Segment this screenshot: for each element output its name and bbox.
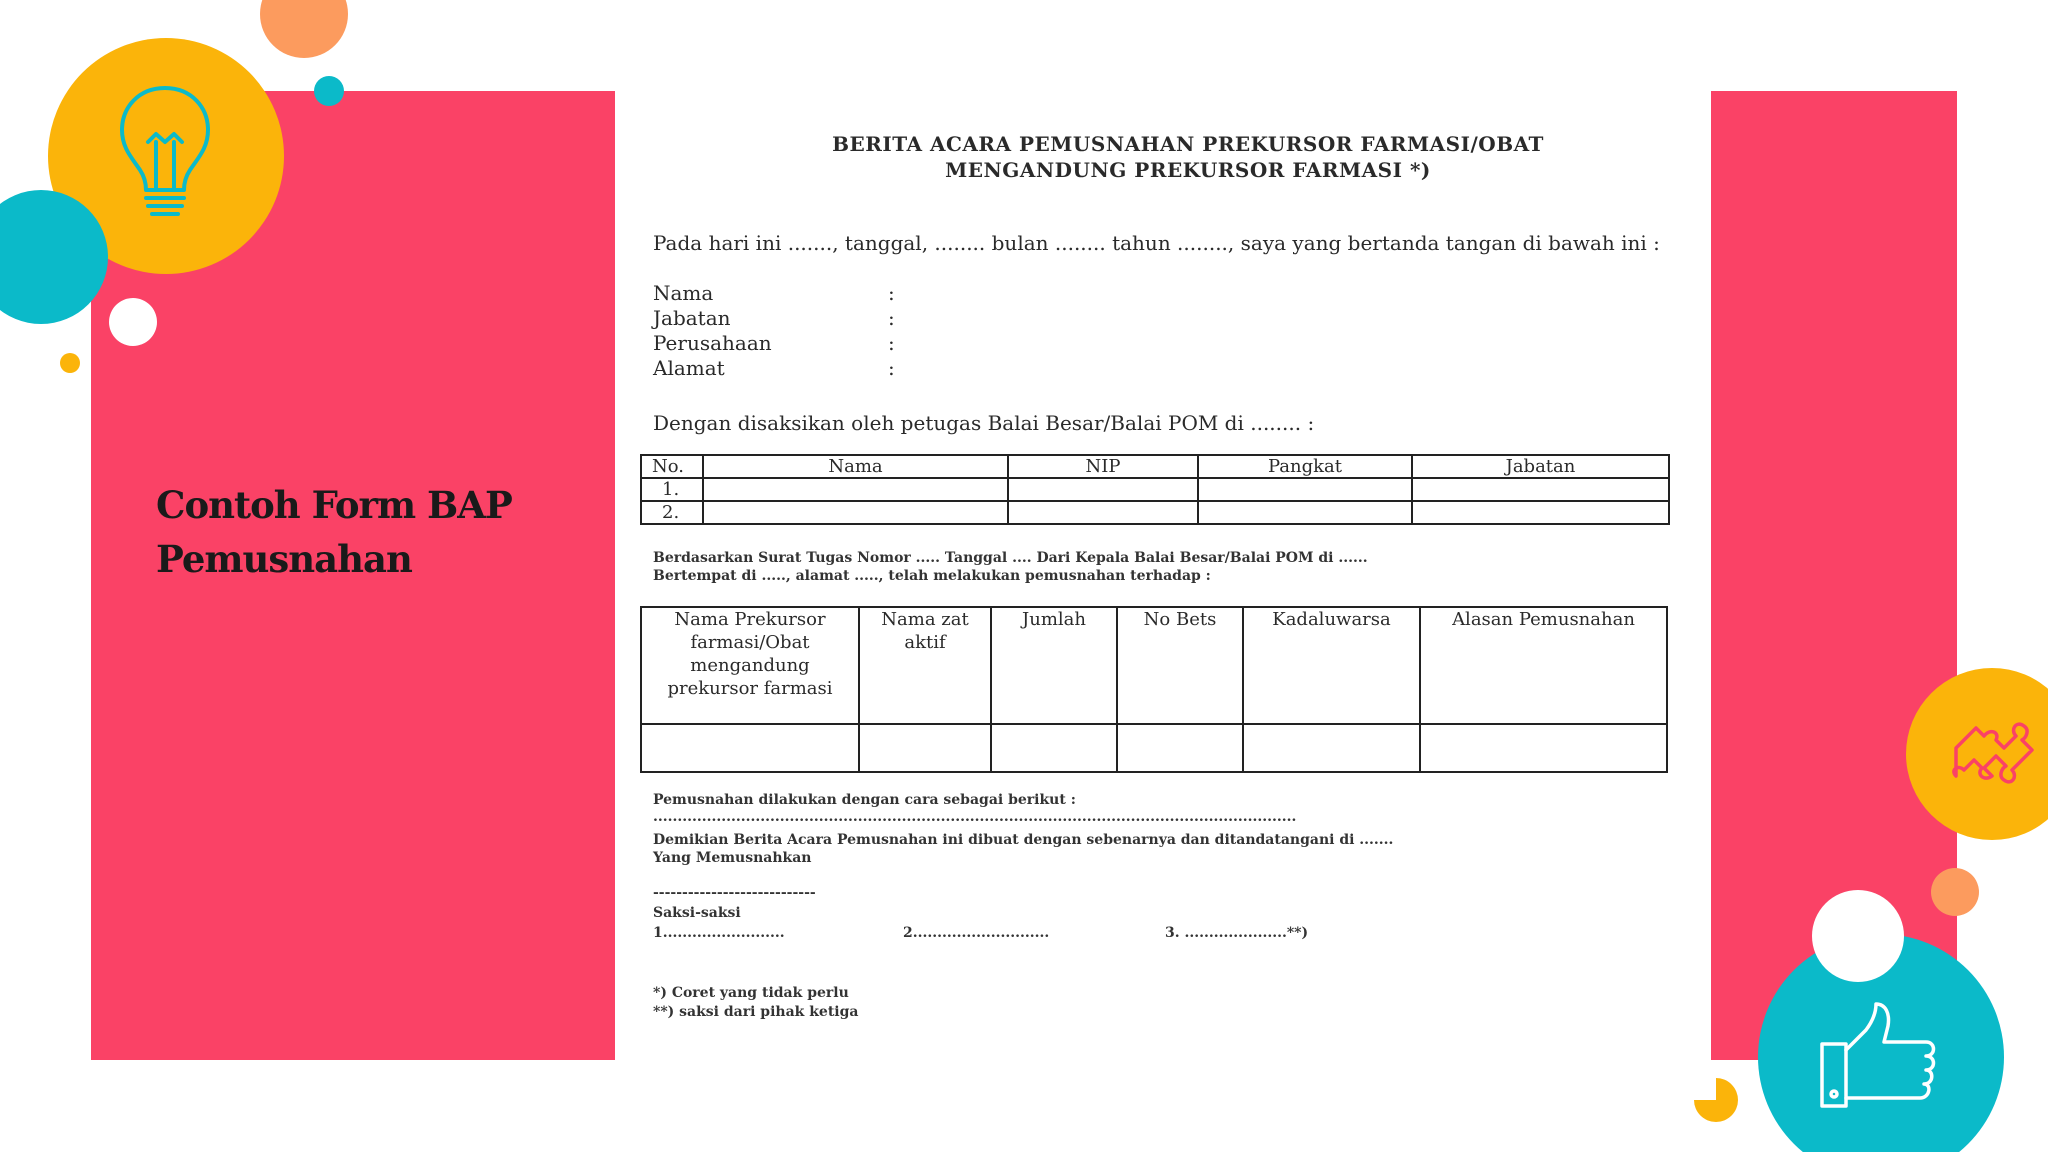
field-label: Nama xyxy=(653,281,714,305)
table-cell xyxy=(1008,478,1198,501)
table-cell xyxy=(1198,501,1412,524)
table-cell xyxy=(1412,501,1669,524)
document-title-line2: MENGANDUNG PREKURSOR FARMASI *) xyxy=(945,158,1431,182)
witnesses-label: Saksi-saksi xyxy=(653,905,741,921)
table-header: NIP xyxy=(1008,455,1198,478)
officer-table xyxy=(640,454,1670,525)
intro-text: Pada hari ini ......., tanggal, ........ bulan ........ tahun ........, saya yang bertanda tangan di bawah ini : xyxy=(653,231,1660,255)
puzzle-icon xyxy=(1946,708,2042,798)
table-cell xyxy=(1420,724,1667,772)
field-label: Perusahaan xyxy=(653,331,772,355)
slide-title-line1: Contoh Form BAP xyxy=(156,483,512,527)
thumbs-up-icon xyxy=(1818,1000,1942,1112)
table-header: Jumlah xyxy=(991,607,1117,724)
teal-dot-top xyxy=(314,76,344,106)
table-cell xyxy=(1008,501,1198,524)
orange-circle-top xyxy=(260,0,348,58)
field-row xyxy=(653,306,895,331)
row-number: 2. xyxy=(641,501,703,524)
destruction-table xyxy=(640,606,1668,773)
table-header: No. xyxy=(641,455,703,478)
lightbulb-icon xyxy=(110,80,220,230)
basis-line-2: Bertempat di ....., alamat ....., telah melakukan pemusnahan terhadap : xyxy=(653,568,1211,584)
closing-line: Demikian Berita Acara Pemusnahan ini dibuat dengan sebenarnya dan ditandatangani di ....... xyxy=(653,832,1394,848)
table-cell xyxy=(1117,724,1243,772)
table-header: Nama zat aktif xyxy=(859,607,991,724)
document-title xyxy=(615,131,1711,183)
row-number: 1. xyxy=(641,478,703,501)
table-cell xyxy=(991,724,1117,772)
bap-document xyxy=(615,91,1711,1060)
witness-line: Dengan disaksikan oleh petugas Balai Besar/Balai POM di ........ : xyxy=(653,411,1315,435)
white-circle-bottom xyxy=(1812,890,1904,982)
field-row xyxy=(653,356,895,381)
table-header: Kadaluwarsa xyxy=(1243,607,1420,724)
table-header: No Bets xyxy=(1117,607,1243,724)
basis-line-1: Berdasarkan Surat Tugas Nomor ..... Tanggal .... Dari Kepala Balai Besar/Balai POM di ...... xyxy=(653,550,1368,566)
table-cell xyxy=(1243,724,1420,772)
orange-dot-right xyxy=(1931,868,1979,916)
signature-line: ---------------------------- xyxy=(653,885,816,901)
field-colon: : xyxy=(888,331,895,355)
table-cell xyxy=(703,501,1008,524)
method-line: Pemusnahan dilakukan dengan cara sebagai berikut : xyxy=(653,792,1076,808)
table-cell xyxy=(1412,478,1669,501)
witness-2: 2............................ xyxy=(903,925,1050,941)
signer-label: Yang Memusnahkan xyxy=(653,850,812,866)
identity-fields xyxy=(653,281,895,381)
table-cell xyxy=(703,478,1008,501)
field-row xyxy=(653,281,895,306)
table-row xyxy=(641,724,1667,772)
table-cell xyxy=(1198,478,1412,501)
field-colon: : xyxy=(888,281,895,305)
field-row xyxy=(653,331,895,356)
slide-title xyxy=(156,478,596,586)
dots-line: .................................................................................................................................... xyxy=(653,809,1297,825)
field-colon: : xyxy=(888,356,895,380)
table-row xyxy=(641,501,1669,524)
yellow-dot xyxy=(60,353,80,373)
field-label: Jabatan xyxy=(653,306,731,330)
table-header: Pangkat xyxy=(1198,455,1412,478)
table-cell xyxy=(641,724,859,772)
yellow-pie-dot xyxy=(1692,1076,1740,1124)
witness-1: 1......................... xyxy=(653,925,785,941)
table-header: Jabatan xyxy=(1412,455,1669,478)
footnote-1: *) Coret yang tidak perlu xyxy=(653,985,849,1001)
table-header: Alasan Pemusnahan xyxy=(1420,607,1667,724)
white-dot xyxy=(109,298,157,346)
table-row xyxy=(641,478,1669,501)
slide-title-line2: Pemusnahan xyxy=(156,537,412,581)
table-header: Nama xyxy=(703,455,1008,478)
witness-3: 3. .....................**) xyxy=(1165,925,1309,941)
document-title-line1: BERITA ACARA PEMUSNAHAN PREKURSOR FARMASI/OBAT xyxy=(832,132,1544,156)
footnote-2: **) saksi dari pihak ketiga xyxy=(653,1004,859,1020)
table-header: Nama Prekursor farmasi/Obat mengandung prekursor farmasi xyxy=(641,607,859,724)
field-label: Alamat xyxy=(653,356,725,380)
field-colon: : xyxy=(888,306,895,330)
table-cell xyxy=(859,724,991,772)
